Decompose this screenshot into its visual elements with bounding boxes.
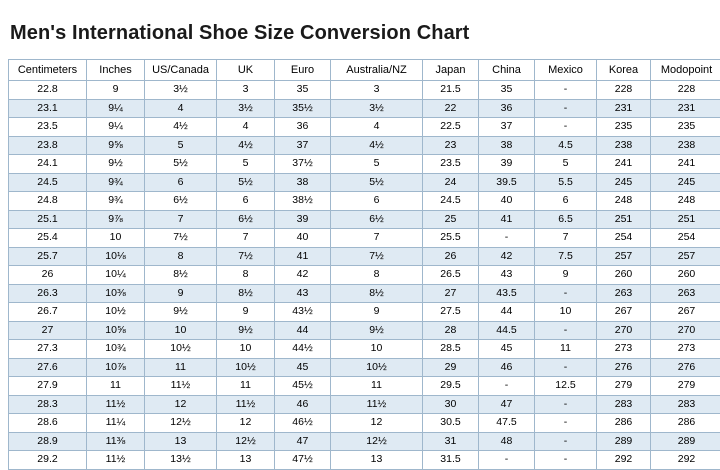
table-cell: - (479, 377, 535, 396)
table-cell: 5½ (217, 173, 275, 192)
table-cell: 25 (423, 210, 479, 229)
table-cell: 267 (597, 303, 651, 322)
table-cell: 38 (275, 173, 331, 192)
column-header-korea: Korea (597, 60, 651, 81)
table-cell: 45 (275, 358, 331, 377)
table-cell: 7 (145, 210, 217, 229)
table-row (9, 377, 720, 396)
column-header-uk: UK (217, 60, 275, 81)
table-cell: 26.3 (9, 284, 87, 303)
table-cell: 23 (423, 136, 479, 155)
table-cell: 245 (597, 173, 651, 192)
column-header-inches: Inches (87, 60, 145, 81)
table-cell: 9⅞ (87, 210, 145, 229)
table-cell: 263 (651, 284, 720, 303)
column-header-australia-nz: Australia/NZ (331, 60, 423, 81)
table-cell: 27.3 (9, 340, 87, 359)
table-cell: 23.8 (9, 136, 87, 155)
table-row (9, 340, 720, 359)
table-cell: 273 (651, 340, 720, 359)
table-cell: 43½ (275, 303, 331, 322)
table-cell: 9 (87, 81, 145, 100)
table-row (9, 136, 720, 155)
table-cell: 11 (331, 377, 423, 396)
table-cell: 12½ (145, 414, 217, 433)
table-cell: 10½ (331, 358, 423, 377)
table-cell: 31.5 (423, 451, 479, 470)
table-cell: 25.7 (9, 247, 87, 266)
table-cell: 6½ (145, 192, 217, 211)
table-cell: 10¼ (87, 266, 145, 285)
table-cell: 5.5 (535, 173, 597, 192)
table-cell: 3 (331, 81, 423, 100)
table-cell: 11 (535, 340, 597, 359)
table-cell: 279 (651, 377, 720, 396)
table-cell: 28.3 (9, 395, 87, 414)
table-cell: 9¾ (87, 173, 145, 192)
table-cell: 254 (651, 229, 720, 248)
table-cell: 11 (145, 358, 217, 377)
table-cell: 5 (331, 155, 423, 174)
table-cell: 5 (535, 155, 597, 174)
table-cell: 4 (217, 118, 275, 137)
table-cell: 12 (331, 414, 423, 433)
table-cell: 10⅜ (87, 284, 145, 303)
table-row (9, 395, 720, 414)
table-cell: 4½ (217, 136, 275, 155)
table-cell: 270 (651, 321, 720, 340)
table-cell: 9 (331, 303, 423, 322)
table-cell: 6 (331, 192, 423, 211)
table-cell: 276 (651, 358, 720, 377)
table-cell: 3½ (331, 99, 423, 118)
table-cell: 8½ (217, 284, 275, 303)
table-cell: 6 (535, 192, 597, 211)
table-cell: 28.5 (423, 340, 479, 359)
table-cell: - (535, 432, 597, 451)
table-cell: 8½ (331, 284, 423, 303)
table-cell: 241 (597, 155, 651, 174)
table-row (9, 247, 720, 266)
column-header-japan: Japan (423, 60, 479, 81)
table-cell: 45½ (275, 377, 331, 396)
table-cell: 10 (331, 340, 423, 359)
table-cell: 47 (275, 432, 331, 451)
table-cell: 7 (535, 229, 597, 248)
table-cell: 10 (535, 303, 597, 322)
table-cell: 3 (217, 81, 275, 100)
table-cell: - (479, 229, 535, 248)
table-cell: 27 (9, 321, 87, 340)
table-cell: 263 (597, 284, 651, 303)
table-cell: 276 (597, 358, 651, 377)
table-cell: 248 (597, 192, 651, 211)
table-cell: 26 (423, 247, 479, 266)
table-cell: 31 (423, 432, 479, 451)
table-cell: 22.5 (423, 118, 479, 137)
table-cell: 10 (217, 340, 275, 359)
table-cell: 47½ (275, 451, 331, 470)
table-cell: 12½ (217, 432, 275, 451)
table-cell: 248 (651, 192, 720, 211)
table-cell: 5½ (145, 155, 217, 174)
table-cell: 10 (87, 229, 145, 248)
column-header-centimeters: Centimeters (9, 60, 87, 81)
table-cell: 12½ (331, 432, 423, 451)
table-cell: 43 (479, 266, 535, 285)
table-cell: 21.5 (423, 81, 479, 100)
table-cell: 12 (217, 414, 275, 433)
table-cell: 6½ (331, 210, 423, 229)
table-cell: 11½ (145, 377, 217, 396)
table-cell: 25.4 (9, 229, 87, 248)
table-cell: 38½ (275, 192, 331, 211)
table-cell: 10½ (145, 340, 217, 359)
table-cell: 4.5 (535, 136, 597, 155)
table-row (9, 81, 720, 100)
table-header (9, 60, 720, 81)
table-cell: 9½ (331, 321, 423, 340)
table-cell: 228 (651, 81, 720, 100)
page-title: Men's International Shoe Size Conversion Chart (0, 0, 720, 45)
table-cell: 7 (331, 229, 423, 248)
table-cell: 10⅛ (87, 247, 145, 266)
table-cell: 251 (597, 210, 651, 229)
table-cell: 7 (217, 229, 275, 248)
table-cell: 9½ (217, 321, 275, 340)
table-cell: 251 (651, 210, 720, 229)
table-cell: - (535, 99, 597, 118)
table-cell: - (535, 321, 597, 340)
table-cell: 11½ (87, 395, 145, 414)
table-cell: 40 (275, 229, 331, 248)
table-cell: 10 (145, 321, 217, 340)
table-cell: 9⅝ (87, 136, 145, 155)
table-cell: 11½ (87, 451, 145, 470)
table-cell: 39.5 (479, 173, 535, 192)
table-cell: 43 (275, 284, 331, 303)
table-cell: 47 (479, 395, 535, 414)
table-cell: 4 (331, 118, 423, 137)
table-cell: 238 (651, 136, 720, 155)
table-cell: 228 (597, 81, 651, 100)
table-cell: 42 (479, 247, 535, 266)
table-cell: - (535, 414, 597, 433)
table-cell: 44½ (275, 340, 331, 359)
table-cell: 37½ (275, 155, 331, 174)
table-cell: 9½ (87, 155, 145, 174)
table-cell: 289 (597, 432, 651, 451)
table-cell: - (535, 451, 597, 470)
table-cell: 26.7 (9, 303, 87, 322)
table-cell: 24 (423, 173, 479, 192)
table-cell: 28 (423, 321, 479, 340)
table-cell: 11½ (217, 395, 275, 414)
table-cell: 254 (597, 229, 651, 248)
table-cell: 27.6 (9, 358, 87, 377)
table-cell: - (535, 81, 597, 100)
table-cell: 26 (9, 266, 87, 285)
table-row (9, 210, 720, 229)
table-cell: 44 (275, 321, 331, 340)
table-cell: 11 (217, 377, 275, 396)
table-cell: 23.1 (9, 99, 87, 118)
table-cell: 28.6 (9, 414, 87, 433)
table-cell: 235 (651, 118, 720, 137)
table-cell: 44 (479, 303, 535, 322)
table-cell: 46 (275, 395, 331, 414)
table-cell: 35½ (275, 99, 331, 118)
table-cell: 46 (479, 358, 535, 377)
table-cell: 13 (145, 432, 217, 451)
table-cell: 241 (651, 155, 720, 174)
table-cell: 40 (479, 192, 535, 211)
table-cell: 10½ (217, 358, 275, 377)
table-cell: 10¾ (87, 340, 145, 359)
table-row (9, 358, 720, 377)
table-cell: 28.9 (9, 432, 87, 451)
table-cell: 260 (597, 266, 651, 285)
table-row (9, 451, 720, 470)
table-cell: 36 (479, 99, 535, 118)
table-row (9, 284, 720, 303)
column-header-euro: Euro (275, 60, 331, 81)
table-cell: 260 (651, 266, 720, 285)
table-cell: 292 (597, 451, 651, 470)
table-cell: 270 (597, 321, 651, 340)
table-cell: - (535, 118, 597, 137)
table-cell: 6 (145, 173, 217, 192)
table-row (9, 414, 720, 433)
table-cell: 35 (275, 81, 331, 100)
table-cell: - (535, 284, 597, 303)
table-cell: 25.1 (9, 210, 87, 229)
table-cell: 30 (423, 395, 479, 414)
table-cell: 283 (597, 395, 651, 414)
table-row (9, 192, 720, 211)
table-cell: 289 (651, 432, 720, 451)
table-cell: 238 (597, 136, 651, 155)
table-row (9, 229, 720, 248)
table-cell: 38 (479, 136, 535, 155)
table-cell: 4½ (145, 118, 217, 137)
column-header-china: China (479, 60, 535, 81)
table-cell: 29 (423, 358, 479, 377)
table-cell: 7½ (331, 247, 423, 266)
table-cell: 10⅝ (87, 321, 145, 340)
table-cell: 29.5 (423, 377, 479, 396)
table-cell: 267 (651, 303, 720, 322)
table-cell: 6 (217, 192, 275, 211)
column-header-modopoint: Modopoint (651, 60, 720, 81)
table-cell: 4 (145, 99, 217, 118)
table-cell: 5½ (331, 173, 423, 192)
table-cell: 45 (479, 340, 535, 359)
table-cell: 7.5 (535, 247, 597, 266)
table-cell: 8½ (145, 266, 217, 285)
table-cell: 9 (217, 303, 275, 322)
table-cell: 22 (423, 99, 479, 118)
table-cell: 257 (651, 247, 720, 266)
table-row (9, 321, 720, 340)
table-row (9, 266, 720, 285)
table-cell: 286 (651, 414, 720, 433)
table-cell: 11 (87, 377, 145, 396)
table-cell: 39 (275, 210, 331, 229)
table-cell: 3½ (145, 81, 217, 100)
table-cell: 3½ (217, 99, 275, 118)
table-cell: 9 (145, 284, 217, 303)
table-cell: 9 (535, 266, 597, 285)
table-cell: 42 (275, 266, 331, 285)
table-cell: 8 (145, 247, 217, 266)
table-row (9, 173, 720, 192)
table-cell: 37 (275, 136, 331, 155)
table-header-row (9, 60, 720, 81)
table-cell: 26.5 (423, 266, 479, 285)
table-cell: 5 (217, 155, 275, 174)
table-cell: 257 (597, 247, 651, 266)
table-cell: 48 (479, 432, 535, 451)
table-cell: 273 (597, 340, 651, 359)
table-cell: 8 (217, 266, 275, 285)
table-cell: 9¼ (87, 118, 145, 137)
column-header-us-canada: US/Canada (145, 60, 217, 81)
table-cell: 11¼ (87, 414, 145, 433)
table-cell: 47.5 (479, 414, 535, 433)
table-cell: 25.5 (423, 229, 479, 248)
table-cell: - (535, 358, 597, 377)
shoe-size-conversion-table (8, 59, 720, 470)
table-row (9, 99, 720, 118)
table-cell: 292 (651, 451, 720, 470)
table-cell: 235 (597, 118, 651, 137)
table-row (9, 155, 720, 174)
column-header-mexico: Mexico (535, 60, 597, 81)
table-cell: 11½ (331, 395, 423, 414)
table-cell: 24.1 (9, 155, 87, 174)
table-cell: 35 (479, 81, 535, 100)
table-cell: 7½ (217, 247, 275, 266)
table-cell: 24.5 (423, 192, 479, 211)
table-cell: 24.8 (9, 192, 87, 211)
table-cell: 41 (479, 210, 535, 229)
table-cell: 11⅜ (87, 432, 145, 451)
table-cell: 231 (597, 99, 651, 118)
table-cell: 39 (479, 155, 535, 174)
table-cell: 231 (651, 99, 720, 118)
table-cell: 23.5 (423, 155, 479, 174)
table-cell: 37 (479, 118, 535, 137)
table-cell: 29.2 (9, 451, 87, 470)
table-cell: 44.5 (479, 321, 535, 340)
table-cell: 4½ (331, 136, 423, 155)
table-cell: 23.5 (9, 118, 87, 137)
table-cell: 36 (275, 118, 331, 137)
table-cell: 22.8 (9, 81, 87, 100)
table-row (9, 303, 720, 322)
table-cell: 279 (597, 377, 651, 396)
table-cell: 27 (423, 284, 479, 303)
table-cell: 41 (275, 247, 331, 266)
table-cell: 10⅞ (87, 358, 145, 377)
table-cell: 283 (651, 395, 720, 414)
table-cell: 43.5 (479, 284, 535, 303)
table-cell: 27.9 (9, 377, 87, 396)
table-cell: 9½ (145, 303, 217, 322)
table-cell: 10½ (87, 303, 145, 322)
table-cell: 27.5 (423, 303, 479, 322)
table-cell: 7½ (145, 229, 217, 248)
table-cell: - (535, 395, 597, 414)
table-cell: 5 (145, 136, 217, 155)
table-cell: 30.5 (423, 414, 479, 433)
table-cell: 9¾ (87, 192, 145, 211)
table-row (9, 432, 720, 451)
table-cell: 13 (331, 451, 423, 470)
table-cell: 8 (331, 266, 423, 285)
table-cell: 245 (651, 173, 720, 192)
table-container (0, 45, 720, 470)
table-row (9, 118, 720, 137)
table-cell: 286 (597, 414, 651, 433)
table-cell: 46½ (275, 414, 331, 433)
table-cell: 12.5 (535, 377, 597, 396)
table-cell: - (479, 451, 535, 470)
table-cell: 6.5 (535, 210, 597, 229)
table-cell: 12 (145, 395, 217, 414)
table-cell: 13 (217, 451, 275, 470)
table-cell: 13½ (145, 451, 217, 470)
table-cell: 9¼ (87, 99, 145, 118)
table-cell: 24.5 (9, 173, 87, 192)
table-cell: 6½ (217, 210, 275, 229)
table-body (9, 81, 720, 470)
